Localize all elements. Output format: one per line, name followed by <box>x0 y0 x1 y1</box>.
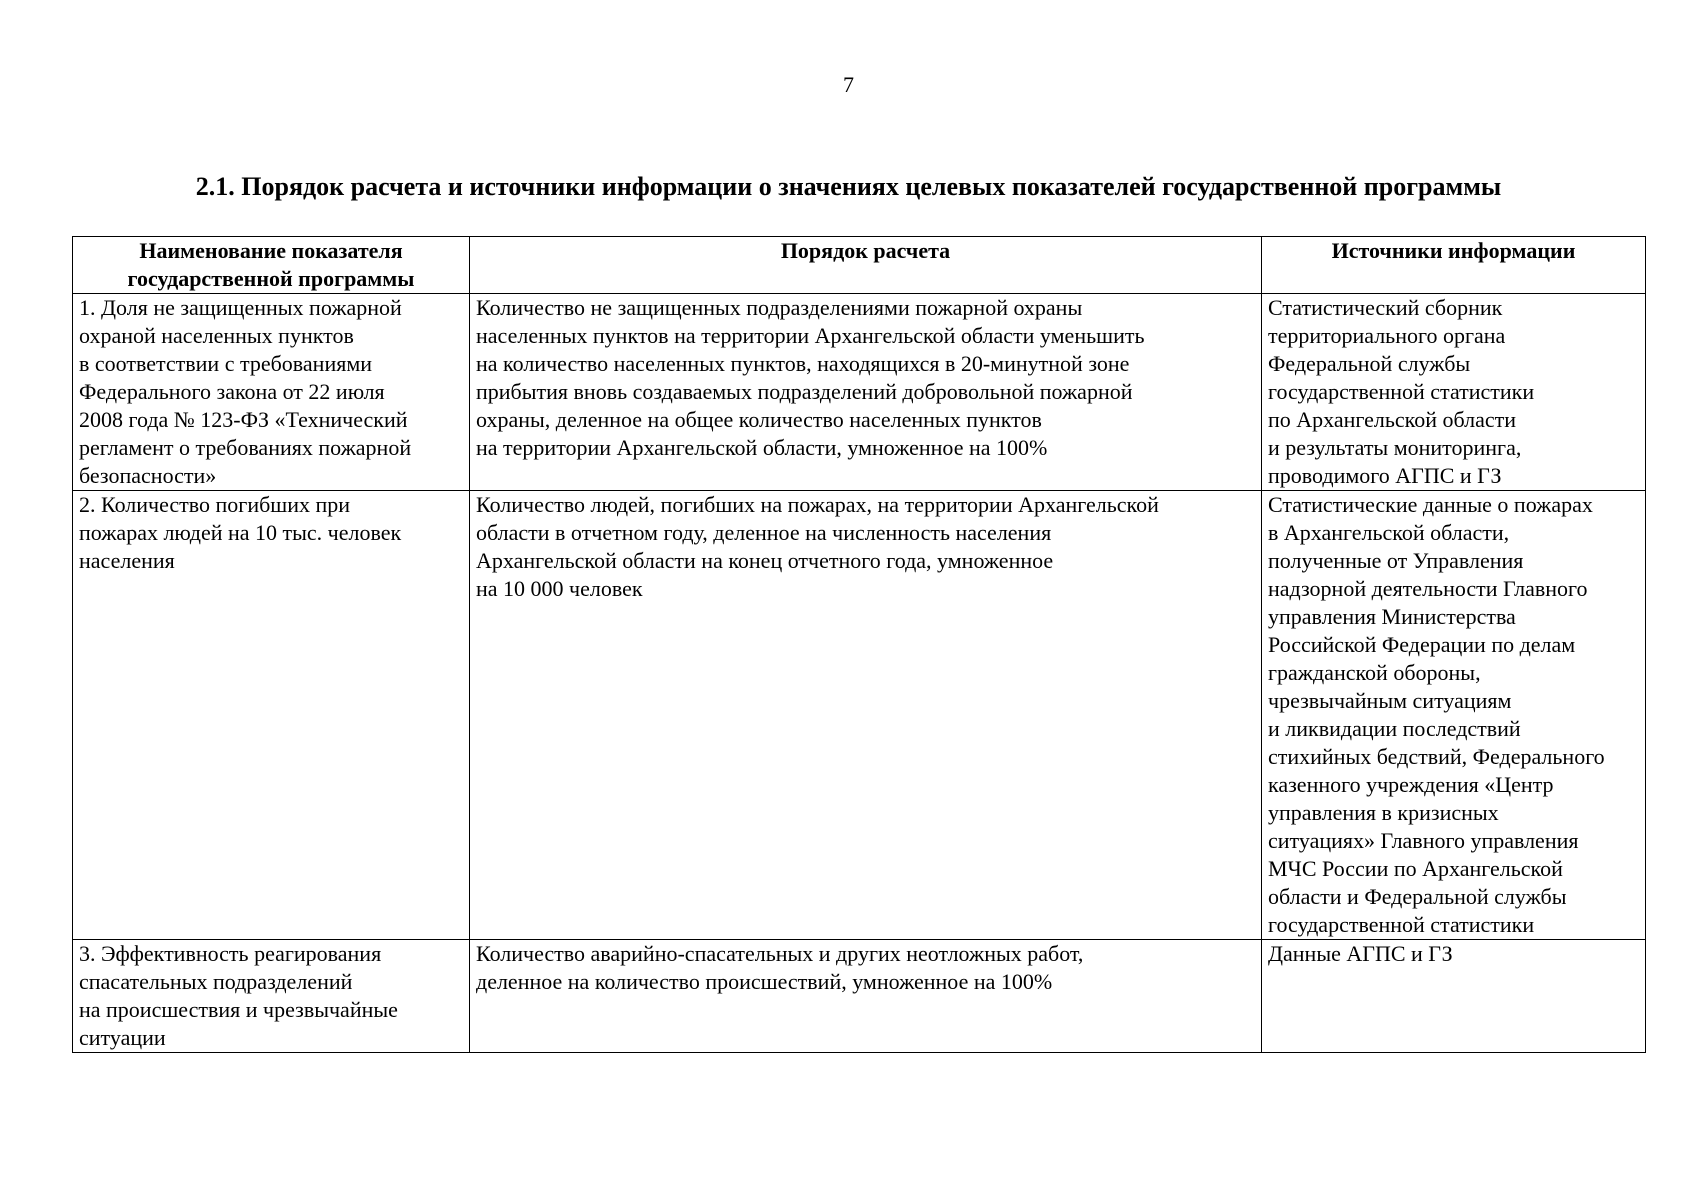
cell-line: и результаты мониторинга, <box>1268 435 1522 460</box>
cell-line: на количество населенных пунктов, находящихся в 20-минутной зоне <box>476 351 1130 376</box>
cell-line: Архангельской области на конец отчетного года, умноженное <box>476 548 1054 573</box>
cell-line: населенных пунктов на территории Архангельской области уменьшить <box>476 323 1145 348</box>
header-line: Наименование показателя <box>139 238 403 263</box>
cell-line: территориального органа <box>1268 323 1506 348</box>
cell-line: проводимого АГПС и ГЗ <box>1268 463 1502 488</box>
cell-line: 2008 года № 123-ФЗ «Технический <box>79 407 408 432</box>
cell-line: государственной статистики <box>1268 379 1535 404</box>
cell-line: 2. Количество погибших при <box>79 492 351 517</box>
cell-line: и ликвидации последствий <box>1268 716 1521 741</box>
calculation-method-cell <box>470 940 1262 1053</box>
cell-line: Данные АГПС и ГЗ <box>1268 941 1453 966</box>
information-source-cell <box>1262 294 1646 491</box>
cell-line: Количество аварийно-спасательных и других неотложных работ, <box>476 941 1084 966</box>
header-information-sources <box>1262 237 1646 294</box>
cell-line: на происшествия и чрезвычайные <box>79 997 398 1022</box>
cell-line: 3. Эффективность реагирования <box>79 941 382 966</box>
cell-line: на территории Архангельской области, умноженное на 100% <box>476 435 1048 460</box>
cell-line: МЧС России по Архангельской <box>1268 856 1563 881</box>
header-line: Порядок расчета <box>780 238 951 263</box>
cell-line: прибытия вновь создаваемых подразделений добровольной пожарной <box>476 379 1133 404</box>
cell-line: населения <box>79 548 175 573</box>
section-title: 2.1. Порядок расчета и источники информации о значениях целевых показателей государственной программы <box>195 172 1502 201</box>
header-line: государственной программы <box>127 266 415 291</box>
cell-line: охраны, деленное на общее количество населенных пунктов <box>476 407 1042 432</box>
cell-line: в Архангельской области, <box>1268 520 1510 545</box>
table-row <box>73 940 1646 1053</box>
cell-line: Количество людей, погибших на пожарах, на территории Архангельской <box>476 492 1159 517</box>
cell-line: области в отчетном году, деленное на численность населения <box>476 520 1052 545</box>
cell-line: на 10 000 человек <box>476 576 643 601</box>
cell-line: ситуации <box>79 1025 166 1050</box>
cell-line: стихийных бедствий, Федерального <box>1268 744 1605 769</box>
header-calculation-method <box>470 237 1262 294</box>
cell-line: надзорной деятельности Главного <box>1268 576 1588 601</box>
cell-line: чрезвычайным ситуациям <box>1268 688 1512 713</box>
cell-line: Российской Федерации по делам <box>1268 632 1576 657</box>
cell-line: Федерального закона от 22 июля <box>79 379 385 404</box>
cell-line: Федеральной службы <box>1268 351 1471 376</box>
cell-line: области и Федеральной службы <box>1268 884 1567 909</box>
cell-line: спасательных подразделений <box>79 969 353 994</box>
indicator-name-cell <box>73 491 470 940</box>
information-source-cell <box>1262 940 1646 1053</box>
table-row <box>73 491 1646 940</box>
cell-line: Количество не защищенных подразделениями пожарной охраны <box>476 295 1083 320</box>
cell-line: казенного учреждения «Центр <box>1268 772 1554 797</box>
indicator-name-cell <box>73 940 470 1053</box>
indicators-table <box>72 236 1646 1053</box>
cell-line: ситуациях» Главного управления <box>1268 828 1579 853</box>
table-header-row <box>73 237 1646 294</box>
cell-line: Статистические данные о пожарах <box>1268 492 1593 517</box>
calculation-method-cell <box>470 294 1262 491</box>
indicator-name-cell <box>73 294 470 491</box>
cell-line: охраной населенных пунктов <box>79 323 354 348</box>
cell-line: полученные от Управления <box>1268 548 1524 573</box>
cell-line: гражданской обороны, <box>1268 660 1481 685</box>
cell-line: деленное на количество происшествий, умноженное на 100% <box>476 969 1053 994</box>
cell-line: управления Министерства <box>1268 604 1516 629</box>
cell-line: безопасности» <box>79 463 217 488</box>
cell-line: по Архангельской области <box>1268 407 1517 432</box>
header-line: Источники информации <box>1331 238 1576 263</box>
calculation-method-cell <box>470 491 1262 940</box>
header-indicator-name <box>73 237 470 294</box>
cell-line: управления в кризисных <box>1268 800 1499 825</box>
cell-line: в соответствии с требованиями <box>79 351 373 376</box>
information-source-cell <box>1262 491 1646 940</box>
page-number: 7 <box>843 72 854 97</box>
cell-line: Статистический сборник <box>1268 295 1503 320</box>
cell-line: регламент о требованиях пожарной <box>79 435 412 460</box>
cell-line: пожарах людей на 10 тыс. человек <box>79 520 402 545</box>
table-row <box>73 294 1646 491</box>
cell-line: государственной статистики <box>1268 912 1535 937</box>
cell-line: 1. Доля не защищенных пожарной <box>79 295 402 320</box>
